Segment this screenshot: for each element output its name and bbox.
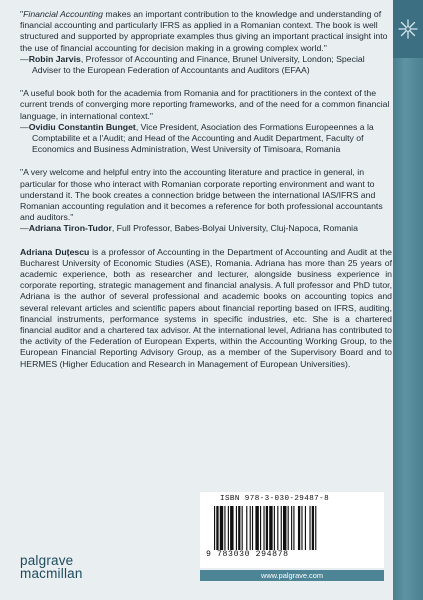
barcode-bar [274,506,275,550]
barcode-bar [238,506,240,550]
barcode-bar [216,506,218,550]
barcode-bar [228,506,229,550]
barcode-bar [252,506,253,550]
author-bio: Adriana Duțescu is a professor of Accounting in the Department of Accounting and Audit at the Bucharest University of Economic Studies (ASE), Romania. Adriana has more than 25 years of academic experience, both as researcher and lecturer, alongside business experience in corporate reporting, strategic management and financial analysis. A full professor and PhD tutor, Adriana is the author of several professional and academic books on accounting topics and several relevant articles and scientific papers about financial reporting based on IFRS, auditing, financial instruments, performance systems in specific industries, etc. She is a chartered financial auditor and a chartered tax advisor. At the international level, Adriana has contributed to the activity of the Federation of European Experts, within the Accounting Working Group, to the European Financial Reporting Advisory Group, as a member of the Supervisory Board and to HERMES (Higher Education and Research in Management of European Universities). [20,246,392,369]
barcode-bar [266,506,268,550]
back-cover-text [20,9,392,370]
quote-text: "Financial Accounting makes an important contribution to the knowledge and understanding of financial accounting and particularly IFRS as applied in a Romanian context. The book is well structured and supported by appropriate examples thus giving an important practical insight into the use of financial accounting for decision making in a growing complex world." [20,9,388,53]
quote-text: "A very welcome and helpful entry into the accounting literature and practice in general, in particular for those who interact with Romanian corporate reporting environment and want to understand it. The book creates a connection bridge between the international IAS/IFRS and Romanian accounting regulation and it becomes a reference for both professional accountants and auditors." [20,167,383,223]
barcode-bar [250,506,251,550]
publisher-name-line2: macmillan [20,566,83,581]
barcode-bar [220,506,223,550]
publisher-url[interactable]: www.palgrave.com [200,570,384,581]
barcode-icon [206,506,378,550]
quote-attribution: —Robin Jarvis, Professor of Accounting and Finance, Brunel University, London; Special Adviser to the European Federation of Accountants and Auditors (EFAA) [20,53,365,76]
barcode-bar [312,506,314,550]
endorsement-quote [20,9,392,76]
publisher-logo [20,554,83,580]
barcode-bar [260,506,261,550]
barcode-bar [283,506,286,550]
barcode-bar [301,506,302,550]
author-name: Adriana Duțescu [20,246,90,257]
endorsement-quote [20,167,392,234]
springer-nature-logo-icon [393,0,423,58]
barcode-bar [298,506,300,550]
barcode-bar [224,506,225,550]
barcode-bar [288,506,289,550]
isbn-number: ISBN 978-3-030-29487-8 [220,495,330,503]
endorsement-quote [20,88,392,155]
barcode-panel [200,492,384,568]
barcode-bar [255,506,258,550]
spine-strip [393,0,423,600]
barcode-bar [242,506,243,550]
barcode-bar [305,506,306,550]
barcode-bar [281,506,282,550]
barcode-digits: 9 783030 294878 [206,550,289,559]
barcode-bar [214,506,215,550]
barcode-bar [230,506,233,550]
quote-attribution: —Adriana Tiron-Tudor, Full Professor, Babes-Bolyai University, Cluj-Napoca, Romania [20,223,358,234]
barcode-bar [293,506,294,550]
barcode-bar [263,506,264,550]
quote-text: "A useful book both for the academia from Romania and for practitioners in the context of the current trends of converging more reporting frameworks, and of the need for a common financial language, in international context." [20,88,390,121]
quote-attribution: —Ovidiu Constantin Bunget, Vice President, Asociation des Formations Europeennes a la Comptabilite et a l'Audit; and Head of the Accounting and Audit Department, Faculty of Economics and Business Administration, West University of Timisoara, Romania [20,121,374,155]
barcode-bar [246,506,247,550]
barcode-bar [236,506,237,550]
publisher-name-line1: palgrave [20,553,74,568]
barcode-bar [269,506,272,550]
barcode-bar [277,506,278,550]
barcode-bar [315,506,316,550]
barcode-bar [291,506,292,550]
barcode-bar [309,506,310,550]
